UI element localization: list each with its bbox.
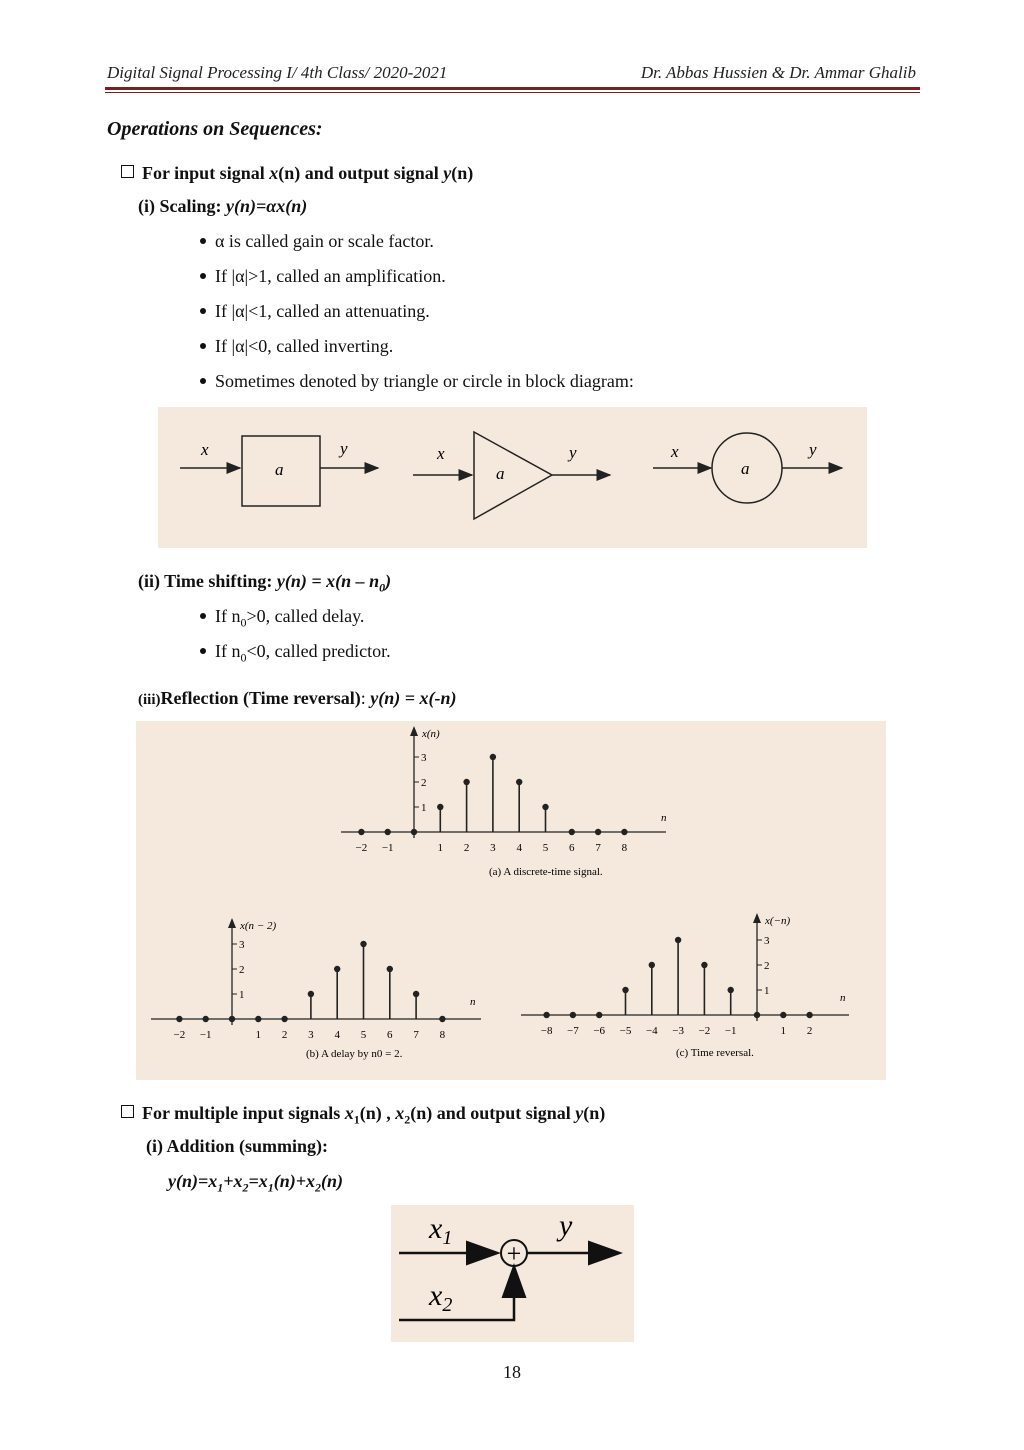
x-tick-label: 5 xyxy=(360,1029,367,1041)
stem-point xyxy=(358,829,364,835)
list-item: If $n_0>0$, called delay. xyxy=(200,606,364,631)
stem-point xyxy=(516,779,522,785)
x-tick-label: 2 xyxy=(281,1029,288,1041)
gain-label: a xyxy=(275,460,284,479)
page-number: 18 xyxy=(503,1362,521,1382)
x-axis-label: n xyxy=(840,992,846,1004)
list-item: If |α|<1, called an attenuating. xyxy=(200,301,430,322)
bullet-icon xyxy=(200,378,206,384)
reflection-figure xyxy=(136,721,886,1080)
x-tick-label: −1 xyxy=(199,1029,212,1041)
section-title: Operations on Sequences: xyxy=(107,118,323,140)
gain-label: a xyxy=(496,464,505,483)
stem-point xyxy=(490,754,496,760)
stem-point xyxy=(728,987,734,993)
stem-point xyxy=(569,829,575,835)
y-tick-label: 2 xyxy=(764,960,770,972)
x-tick-label: 7 xyxy=(595,842,601,854)
x-tick-label: 1 xyxy=(255,1029,262,1041)
y-axis-arrowhead xyxy=(753,913,761,923)
x-tick-label: 4 xyxy=(334,1029,340,1041)
stem-point xyxy=(255,1016,261,1022)
x-tick-label: −1 xyxy=(381,842,394,854)
plus-icon: + xyxy=(506,1239,522,1268)
x-tick-label: −8 xyxy=(540,1025,553,1037)
stem-point xyxy=(334,966,340,972)
stem-point xyxy=(229,1016,235,1022)
y-axis-label: x(n) xyxy=(422,728,440,740)
list-item: α is called gain or scale factor. xyxy=(200,231,434,252)
x-axis-label: n xyxy=(661,812,667,824)
stem-point xyxy=(385,829,391,835)
stem-point xyxy=(649,962,655,968)
stem-point xyxy=(543,1012,549,1018)
stem-point xyxy=(596,1012,602,1018)
addition-heading: (i) Addition (summing): xyxy=(146,1136,329,1156)
stem-point xyxy=(754,1012,760,1018)
stem-point xyxy=(203,1016,209,1022)
input2-arrow xyxy=(399,1268,514,1320)
scaling-diagram-svg xyxy=(158,407,867,548)
stem-point xyxy=(439,1016,445,1022)
y-axis-label: x(n − 2) xyxy=(240,920,277,932)
y-tick-label: 1 xyxy=(764,985,770,997)
time-shift-heading: (ii) Time shifting: $y(n) = x(n - n_0)$ xyxy=(138,571,392,595)
input2-label: $x_2$ xyxy=(429,1279,453,1316)
bullet-icon xyxy=(200,343,206,349)
x-tick-label: 6 xyxy=(387,1029,393,1041)
x-tick-label: 3 xyxy=(490,842,496,854)
header-rule-thin xyxy=(105,92,920,93)
output-label: y xyxy=(340,439,348,458)
x-tick-label: −5 xyxy=(619,1025,632,1037)
x-tick-label: 1 xyxy=(780,1025,787,1037)
stem-point xyxy=(308,991,314,997)
stem-point xyxy=(806,1012,812,1018)
x-tick-label: 8 xyxy=(621,842,628,854)
stem-point xyxy=(387,966,393,972)
y-tick-label: 3 xyxy=(239,939,245,951)
x-tick-label: −6 xyxy=(593,1025,606,1037)
y-tick-label: 2 xyxy=(421,777,427,789)
bullet-icon xyxy=(200,613,206,619)
x-tick-label: 1 xyxy=(437,842,444,854)
multi-input-heading: For multiple input signals $x_1(n)$ , $x_2(n)$ and output signal y(n) xyxy=(121,1103,605,1128)
chart-caption: (c) Time reversal. xyxy=(676,1047,754,1059)
chart-caption: (b) A delay by n0 = 2. xyxy=(306,1048,403,1060)
list-item: If |α|<0, called inverting. xyxy=(200,336,393,357)
stem-point xyxy=(437,804,443,810)
header-rule xyxy=(105,87,920,90)
output-label: y xyxy=(809,440,817,459)
stem-point xyxy=(411,829,417,835)
stem-point xyxy=(413,991,419,997)
header-right: Dr. Abbas Hussien & Dr. Ammar Ghalib xyxy=(640,63,916,82)
y-tick-label: 1 xyxy=(239,989,245,1001)
single-input-heading: For input signal x(n) and output signal y(n) xyxy=(121,163,473,184)
x-tick-label: −3 xyxy=(672,1025,684,1037)
stem-point xyxy=(595,829,601,835)
x-tick-label: 5 xyxy=(542,842,549,854)
stem-point xyxy=(780,1012,786,1018)
scaling-diagram xyxy=(158,407,867,548)
y-tick-label: 3 xyxy=(764,935,770,947)
stem-point xyxy=(621,829,627,835)
input1-label: $x_1$ xyxy=(429,1212,453,1249)
x-tick-label: −2 xyxy=(355,842,368,854)
y-tick-label: 3 xyxy=(421,752,427,764)
checkbox-square-icon xyxy=(121,165,134,178)
checkbox-square-icon xyxy=(121,1105,134,1118)
x-tick-label: 6 xyxy=(569,842,575,854)
stem-point xyxy=(463,779,469,785)
x-tick-label: 2 xyxy=(463,842,470,854)
bullet-icon xyxy=(200,273,206,279)
chart-caption: (a) A discrete-time signal. xyxy=(489,866,603,878)
stem-point xyxy=(281,1016,287,1022)
list-item: If |α|>1, called an amplification. xyxy=(200,266,446,287)
reflection-heading: (iii)Reflection (Time reversal): y(n) = x(-n) xyxy=(138,688,457,708)
x-tick-label: 7 xyxy=(413,1029,419,1041)
input-label: x xyxy=(671,442,679,461)
adder-diagram xyxy=(391,1205,634,1342)
output-label: y xyxy=(559,1209,573,1242)
stem-point xyxy=(360,941,366,947)
x-axis-label: n xyxy=(470,996,476,1008)
y-tick-label: 1 xyxy=(421,802,427,814)
stem-plots-svg xyxy=(136,721,886,1080)
y-axis-label: x(−n) xyxy=(765,915,791,927)
input-label: x xyxy=(201,440,209,459)
x-tick-label: 8 xyxy=(439,1029,446,1041)
list-item: If $n_0<0$, called predictor. xyxy=(200,641,391,666)
x-tick-label: 4 xyxy=(516,842,522,854)
bullet-icon xyxy=(200,308,206,314)
y-axis-arrowhead xyxy=(228,918,236,928)
stem-point xyxy=(176,1016,182,1022)
bullet-icon xyxy=(200,648,206,654)
stem-point xyxy=(622,987,628,993)
x-tick-label: −2 xyxy=(173,1029,186,1041)
stem-point xyxy=(542,804,548,810)
x-tick-label: −1 xyxy=(724,1025,737,1037)
output-label: y xyxy=(569,443,577,462)
gain-label: a xyxy=(741,459,750,478)
stem-point xyxy=(570,1012,576,1018)
x-tick-label: −7 xyxy=(567,1025,579,1037)
y-axis-arrowhead xyxy=(410,726,418,736)
list-item: Sometimes denoted by triangle or circle in block diagram: xyxy=(200,371,634,392)
y-tick-label: 2 xyxy=(239,964,245,976)
x-tick-label: −2 xyxy=(698,1025,711,1037)
x-tick-label: 3 xyxy=(308,1029,314,1041)
x-tick-label: 2 xyxy=(806,1025,813,1037)
input-label: x xyxy=(437,444,445,463)
header-left: Digital Signal Processing I/ 4th Class/ 2020-2021 xyxy=(107,63,448,82)
bullet-icon xyxy=(200,238,206,244)
adder-diagram-svg xyxy=(391,1205,634,1342)
x-tick-label: −4 xyxy=(645,1025,658,1037)
stem-point xyxy=(675,937,681,943)
gain-triangle xyxy=(474,432,552,519)
scaling-heading: (i) Scaling: y(n)=αx(n) xyxy=(138,196,308,216)
stem-point xyxy=(701,962,707,968)
addition-formula: $y(n)=x_1+x_2=x_1(n)+x_2(n)$ xyxy=(168,1171,344,1195)
